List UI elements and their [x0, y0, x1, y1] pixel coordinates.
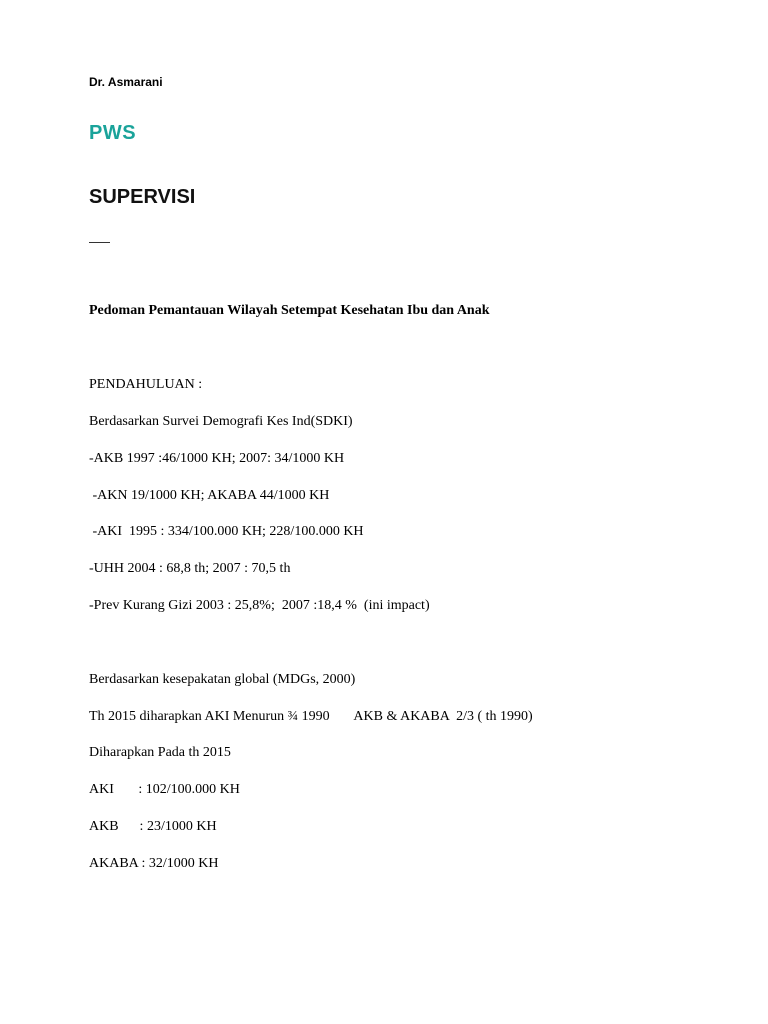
document-title: PWS	[89, 122, 137, 144]
separator-rule	[89, 242, 110, 243]
body-line-akb: -AKB 1997 :46/1000 KH; 2007: 34/1000 KH	[89, 451, 345, 466]
section-heading: Pedoman Pemantauan Wilayah Setempat Kesehatan Ibu dan Anak	[89, 303, 490, 318]
body-line-akaba-target: AKABA : 32/1000 KH	[89, 856, 219, 871]
body-line-mdgs: Berdasarkan kesepakatan global (MDGs, 2000)	[89, 672, 356, 687]
body-line-akb-target: AKB : 23/1000 KH	[89, 819, 217, 834]
body-line-akn: -AKN 19/1000 KH; AKABA 44/1000 KH	[89, 488, 330, 503]
body-line-diharapkan: Diharapkan Pada th 2015	[89, 745, 231, 760]
body-line-aki: -AKI 1995 : 334/100.000 KH; 228/100.000 KH	[89, 524, 364, 539]
document-subtitle: SUPERVISI	[89, 186, 196, 208]
body-line-target-2015: Th 2015 diharapkan AKI Menurun ¾ 1990 AKB & AKABA 2/3 ( th 1990)	[89, 709, 533, 724]
body-line-uhh: -UHH 2004 : 68,8 th; 2007 : 70,5 th	[89, 561, 291, 576]
body-line-aki-target: AKI : 102/100.000 KH	[89, 782, 240, 797]
body-line-pendahuluan: PENDAHULUAN :	[89, 377, 203, 392]
body-line-gizi: -Prev Kurang Gizi 2003 : 25,8%; 2007 :18,4 % (ini impact)	[89, 598, 430, 613]
author-name: Dr. Asmarani	[89, 75, 163, 89]
body-line-sdki: Berdasarkan Survei Demografi Kes Ind(SDKI)	[89, 414, 353, 429]
